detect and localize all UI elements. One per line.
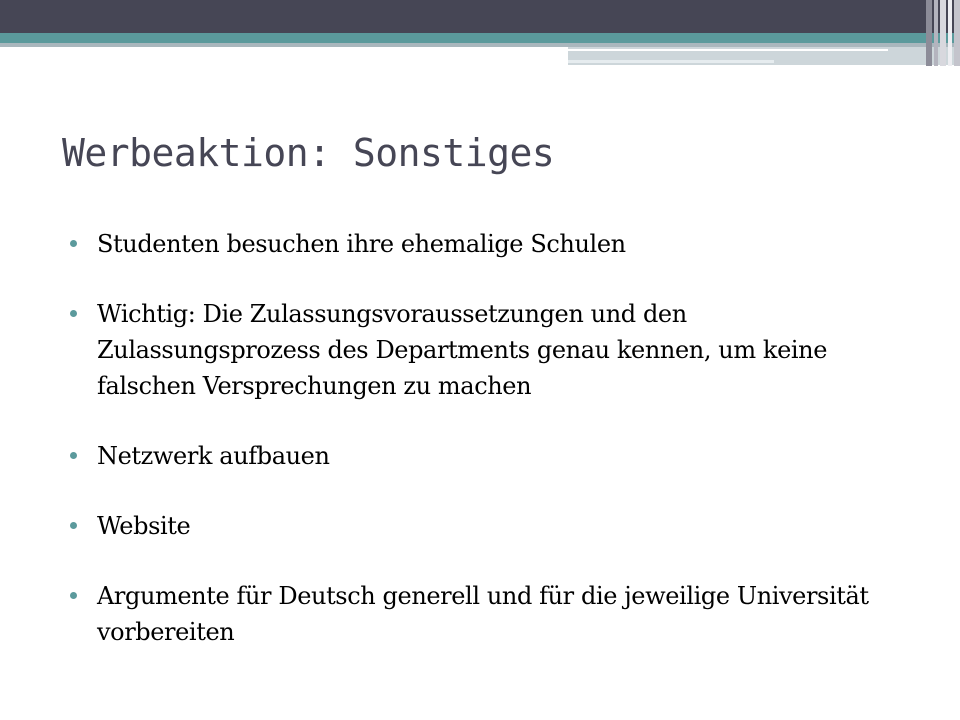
bullet-dot-icon <box>70 592 77 599</box>
bullet-item <box>70 438 890 474</box>
header-band-teal <box>0 33 960 43</box>
bullet-text: Website <box>97 512 191 540</box>
corner-stripes <box>926 0 960 66</box>
bullet-item <box>70 508 890 544</box>
slide-title: Werbeaktion: Sonstiges <box>62 131 555 175</box>
header-band-line <box>568 60 774 63</box>
bullet-item <box>70 226 890 262</box>
bullet-text: Netzwerk aufbauen <box>97 442 330 470</box>
bullet-text: Argumente für Deutsch generell und für die jeweilige Universität vorbereiten <box>97 582 869 646</box>
bullet-dot-icon <box>70 240 77 247</box>
bullet-dot-icon <box>70 522 77 529</box>
header-band-dark <box>0 0 960 33</box>
bullet-list <box>70 226 890 684</box>
bullet-dot-icon <box>70 452 77 459</box>
bullet-text: Wichtig: Die Zulassungsvoraussetzungen und den Zulassungsprozess des Departments genau kennen, um keine falschen Versprechungen zu machen <box>97 300 828 400</box>
header-band-highlight <box>568 49 888 51</box>
bullet-text: Studenten besuchen ihre ehemalige Schulen <box>97 230 626 258</box>
bullet-item <box>70 578 890 650</box>
bullet-item <box>70 296 890 404</box>
bullet-dot-icon <box>70 310 77 317</box>
